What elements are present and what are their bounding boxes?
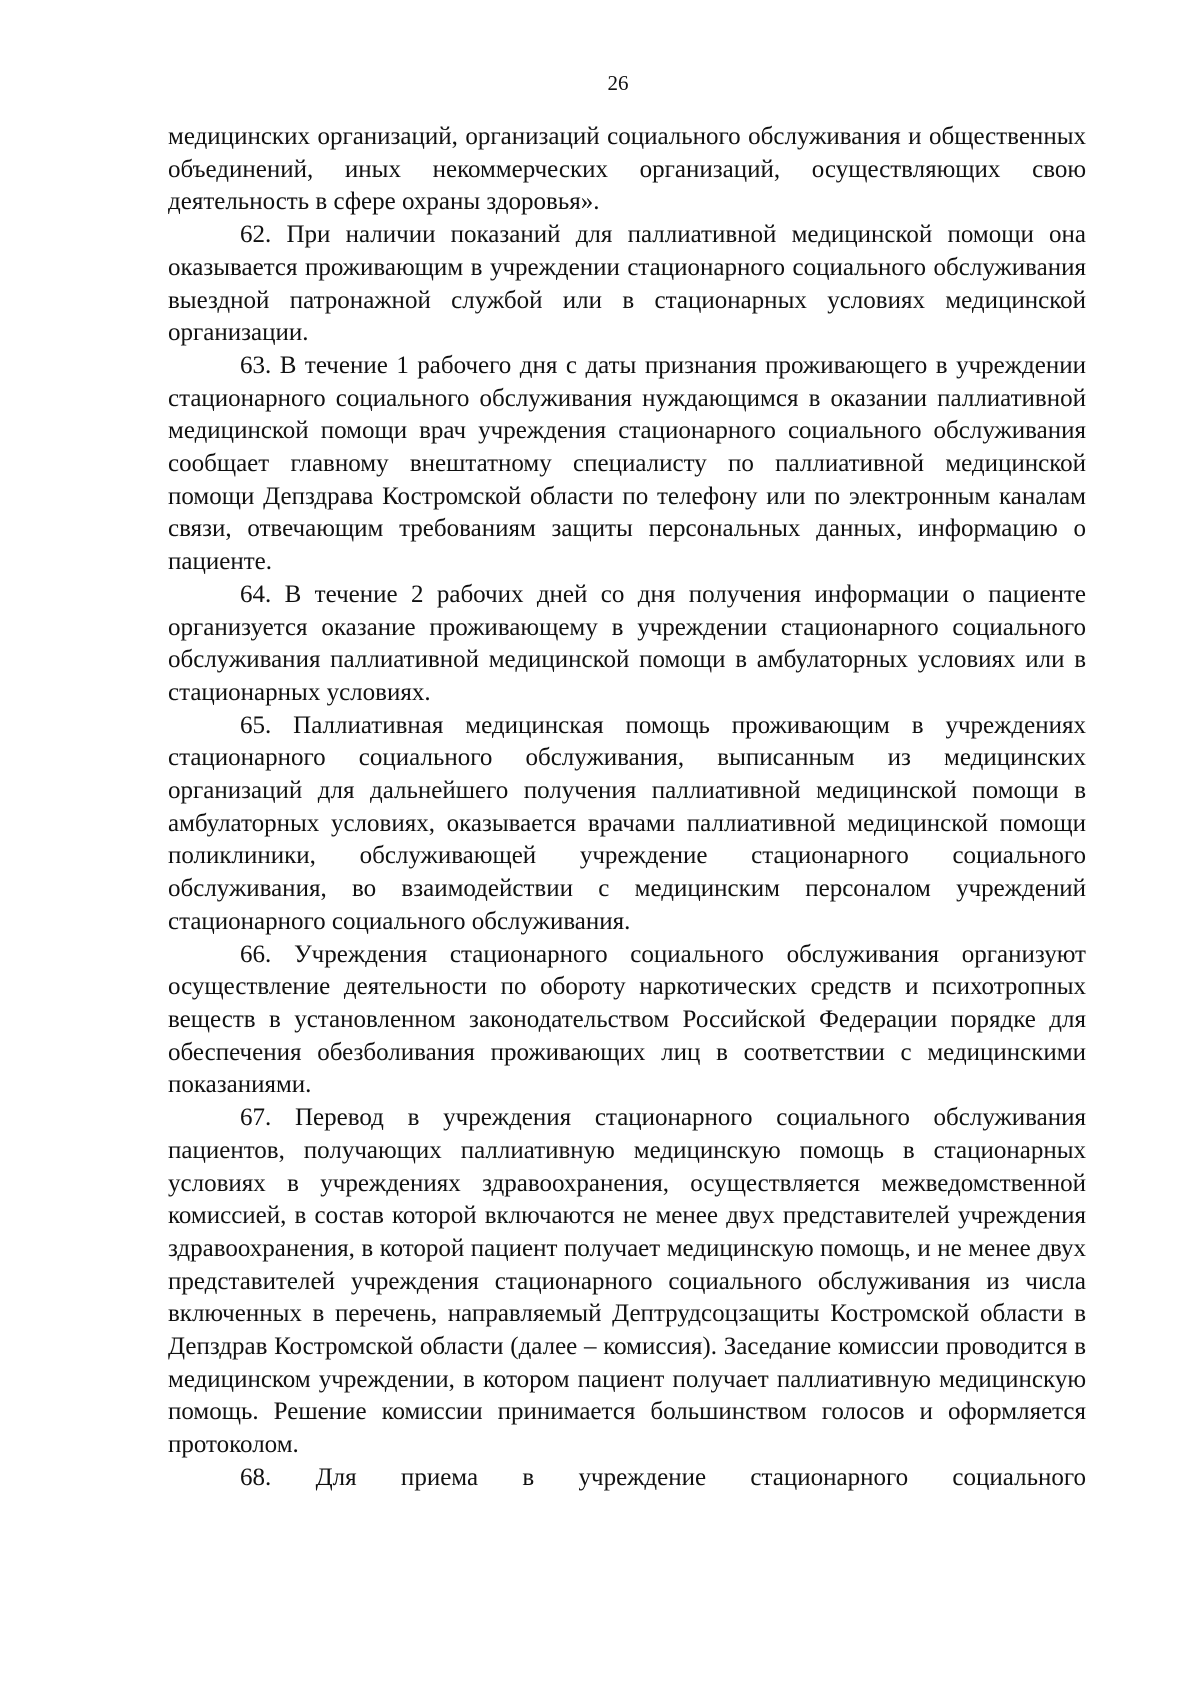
document-body <box>168 121 1086 1495</box>
paragraph-67: 67. Перевод в учреждения стационарного социального обслуживания пациентов, получающих паллиативную медицинскую помощь в стационарных условиях в учреждениях здравоохранения, осуществляется межведомственной комиссией, в состав которой включаются не менее двух представителей учреждения здравоохранения, в которой пациент получает медицинскую помощь, и не менее двух представителей учреждения стационарного социального обслуживания из числа включенных в перечень, направляемый Дептрудсоцзащиты Костромской области в Депздрав Костромской области (далее – комиссия). Заседание комиссии проводится в медицинском учреждении, в котором пациент получает паллиативную медицинскую помощь. Решение комиссии принимается большинством голосов и оформляется протоколом. <box>168 1104 1086 1459</box>
page-number: 26 <box>607 71 629 95</box>
paragraph-63: 63. В течение 1 рабочего дня с даты признания проживающего в учреждении стационарного социального обслуживания нуждающимся в оказании паллиативной медицинской помощи врач учреждения стационарного социального обслуживания сообщает главному внештатному специалисту по паллиативной медицинской помощи Депздрава Костромской области по телефону или по электронным каналам связи, отвечающим требованиям защиты персональных данных, информацию о пациенте. <box>168 351 1086 576</box>
paragraph-64: 64. В течение 2 рабочих дней со дня получения информации о пациенте организуется оказание проживающему в учреждении стационарного социального обслуживания паллиативной медицинской помощи в амбулаторных условиях или в стационарных условиях. <box>168 580 1086 706</box>
paragraph-65: 65. Паллиативная медицинская помощь проживающим в учреждениях стационарного социального обслуживания, выписанным из медицинских организаций для дальнейшего получения паллиативной медицинской помощи в амбулаторных условиях, оказывается врачами паллиативной медицинской помощи поликлиники, обслуживающей учреждение стационарного социального обслуживания, во взаимодействии с медицинским персоналом учреждений стационарного социального обслуживания. <box>168 711 1086 935</box>
paragraph-62: 62. При наличии показаний для паллиативной медицинской помощи она оказывается проживающим в учреждении стационарного социального обслуживания выездной патронажной службой или в стационарных условиях медицинской организации. <box>168 221 1086 347</box>
paragraph-68: 68. Для приема в учреждение стационарного социального <box>240 1463 1086 1491</box>
paragraph-66: 66. Учреждения стационарного социального обслуживания организуют осуществление деятельности по обороту наркотических средств и психотропных веществ в установленном законодательством Российской Федерации порядке для обеспечения обезболивания проживающих лиц в соответствии с медицинскими показаниями. <box>168 940 1086 1099</box>
paragraph-continuation: медицинских организаций, организаций социального обслуживания и общественных объединений, иных некоммерческих организаций, осуществляющих свою деятельность в сфере охраны здоровья». <box>168 123 1086 216</box>
